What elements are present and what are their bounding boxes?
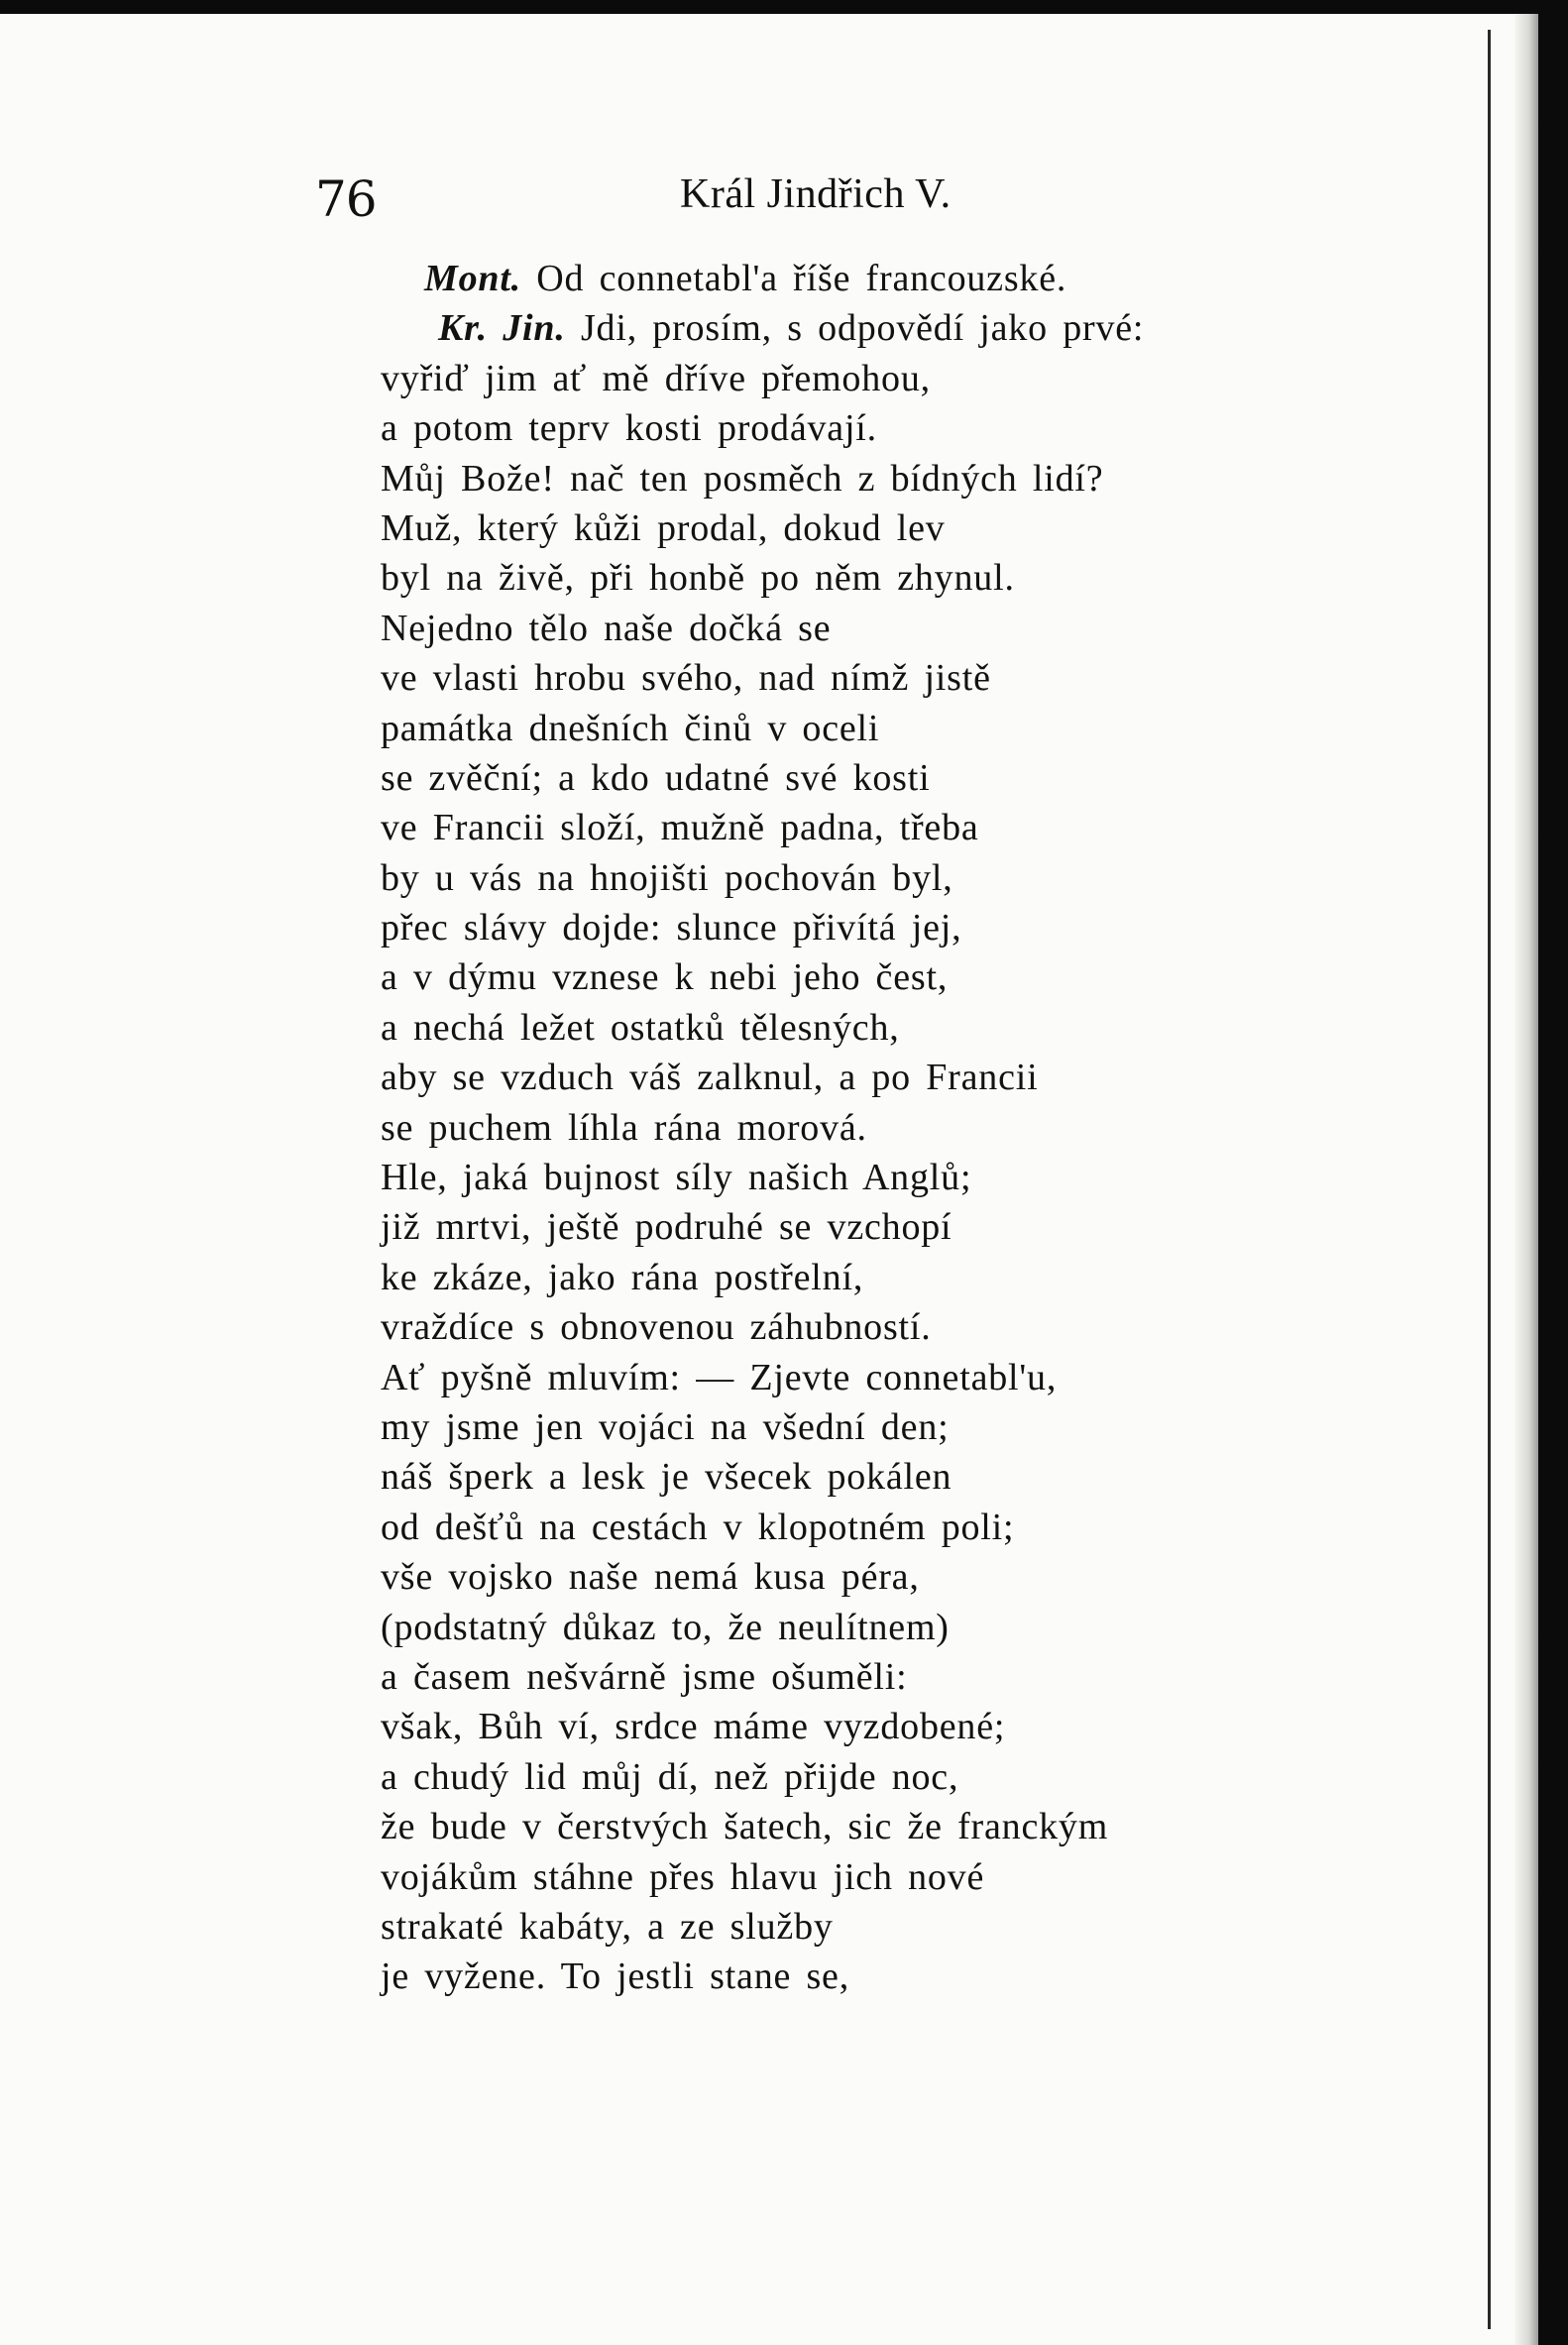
verse-line: my jsme jen vojáci na všední den; bbox=[381, 1405, 950, 1448]
verse-line: vraždíce s obnovenou záhubností. bbox=[381, 1306, 932, 1349]
verse-line: aby se vzduch váš zalknul, a po Francii bbox=[381, 1057, 1039, 1099]
verse-line: že bude v čerstvých šatech, sic že franckým bbox=[381, 1806, 1109, 1848]
verse-line: Hle, jaká bujnost síly našich Anglů; bbox=[381, 1157, 972, 1199]
verse-line: však, Bůh ví, srdce máme vyzdobené; bbox=[381, 1706, 1006, 1748]
verse-line: ve vlasti hrobu svého, nad nímž jistě bbox=[381, 657, 991, 700]
verse-line: vojákům stáhne přes hlavu jich nové bbox=[381, 1855, 985, 1898]
verse-line: a chudý lid můj dí, než přijde noc, bbox=[381, 1755, 959, 1798]
speaker-name: Mont. bbox=[424, 258, 521, 299]
page-number: 76 bbox=[315, 170, 377, 228]
verse-line: (podstatný důkaz to, že neulítnem) bbox=[381, 1606, 950, 1648]
verse-line: Muž, který kůži prodal, dokud lev bbox=[381, 506, 946, 549]
verse-line: již mrtvi, ještě podruhé se vzchopí bbox=[381, 1206, 952, 1249]
verse-line: Můj Bože! nač ten posměch z bídných lidí? bbox=[381, 457, 1104, 500]
running-title: Král Jindřich V. bbox=[680, 171, 952, 217]
page-edge-shadow bbox=[1514, 14, 1538, 2345]
verse-line: je vyžene. To jestli stane se, bbox=[381, 1955, 850, 1998]
verse-line: ke zkáze, jako rána postřelní, bbox=[381, 1256, 864, 1298]
verse-line: Ať pyšně mluvím: — Zjevte connetabl'u, bbox=[381, 1356, 1058, 1398]
speaker-name: Kr. Jin. bbox=[438, 307, 566, 350]
verse-line: a časem nešvárně jsme ošuměli: bbox=[381, 1655, 908, 1698]
page-edge-line bbox=[1488, 30, 1491, 2329]
verse-line: ve Francii složí, mužně padna, třeba bbox=[381, 807, 979, 849]
scan-border-right bbox=[1538, 0, 1568, 2345]
verse-line: a potom teprv kosti prodávají. bbox=[381, 407, 877, 450]
verse-line: přec slávy dojde: slunce přivítá jej, bbox=[381, 907, 962, 949]
verse-line: náš šperk a lesk je všecek pokálen bbox=[381, 1456, 952, 1499]
verse-line: vše vojsko naše nemá kusa péra, bbox=[381, 1556, 920, 1599]
verse-line: se puchem líhla rána morová. bbox=[381, 1106, 867, 1149]
speech-line bbox=[381, 303, 1372, 353]
verse-line: a v dýmu vznese k nebi jeho čest, bbox=[381, 956, 949, 999]
scan-border-top bbox=[0, 0, 1568, 14]
verse-line: památka dnešních činů v oceli bbox=[381, 707, 880, 749]
verse-line: byl na živě, při honbě po něm zhynul. bbox=[381, 557, 1015, 600]
speech-line bbox=[381, 254, 1372, 303]
speech-text: Od connetabl'a říše francouzské. bbox=[536, 258, 1067, 299]
verse-line: strakaté kabáty, a ze služby bbox=[381, 1905, 834, 1948]
verse-block bbox=[381, 254, 1372, 2002]
verse-line: vyřiď jim ať mě dříve přemohou, bbox=[381, 357, 931, 399]
verse-line: od dešťů na cestách v klopotném poli; bbox=[381, 1506, 1015, 1548]
verse-line: se zvěční; a kdo udatné své kosti bbox=[381, 756, 931, 799]
speech-text: Jdi, prosím, s odpovědí jako prvé: bbox=[580, 307, 1145, 350]
verse-line: Nejedno tělo naše dočká se bbox=[381, 607, 832, 649]
verse-line: by u vás na hnojišti pochován byl, bbox=[381, 856, 953, 899]
verse-line: a nechá ležet ostatků tělesných, bbox=[381, 1006, 900, 1049]
